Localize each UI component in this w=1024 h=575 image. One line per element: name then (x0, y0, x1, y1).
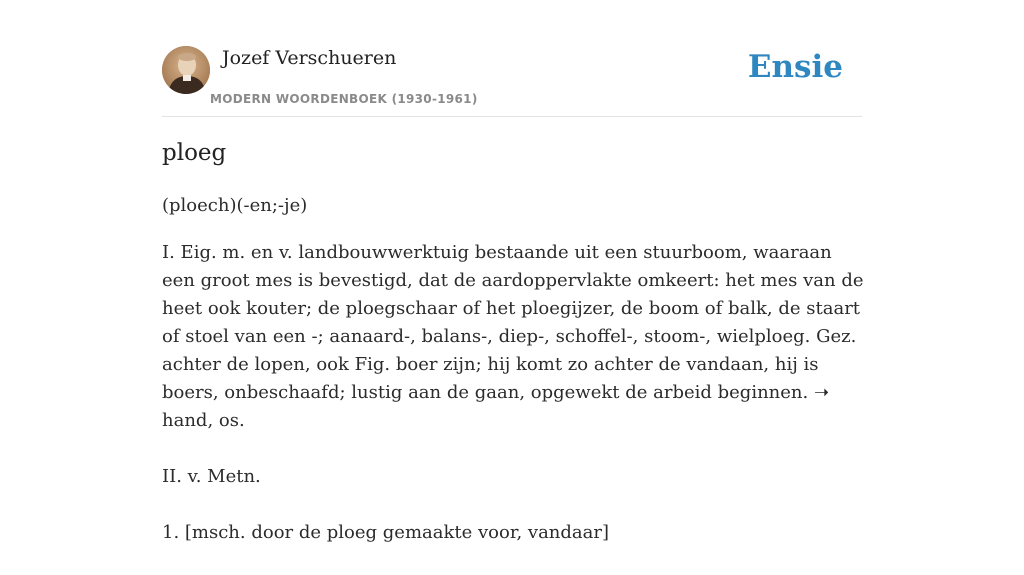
author-avatar[interactable] (162, 46, 210, 94)
entry-pronunciation: (ploech)(-en;-je) (162, 195, 308, 216)
author-portrait-icon (162, 46, 210, 94)
entry-title: ploeg (162, 140, 227, 166)
see-also-links[interactable]: hand, os. (162, 410, 245, 431)
source-label[interactable]: MODERN WOORDENBOEK (1930-1961) (210, 92, 478, 106)
ensie-logo[interactable]: Ensie (747, 49, 843, 85)
definition-paragraph: II. v. Metn. (162, 466, 261, 487)
arrow-icon: ➝ (813, 382, 830, 403)
author-name[interactable]: Jozef Verschueren (222, 47, 397, 69)
entry-body (162, 239, 867, 575)
definition-text: I. Eig. m. en v. landbouwwerktuig bestaande uit een stuurboom, waaraan een groot mes is bevestigd, dat de aardoppervlakte omkeert: het mes van de heet ook kouter; de ploegschaar of het ploegijzer, de boom of balk, de staart of stoel van een -; aanaard-, balans-, diep-, schoffel-, stoom-, wielploeg. Gez. achter de lopen, ook Fig. boer zijn; hij komt zo achter de vandaan, hij is boers, onbeschaafd; lustig aan de gaan, opgewekt de arbeid beginnen. (162, 242, 864, 403)
entry-header (162, 46, 862, 117)
definition-paragraph: 1. [msch. door de ploeg gemaakte voor, vandaar] (162, 522, 610, 543)
definition-paragraph (162, 239, 867, 435)
